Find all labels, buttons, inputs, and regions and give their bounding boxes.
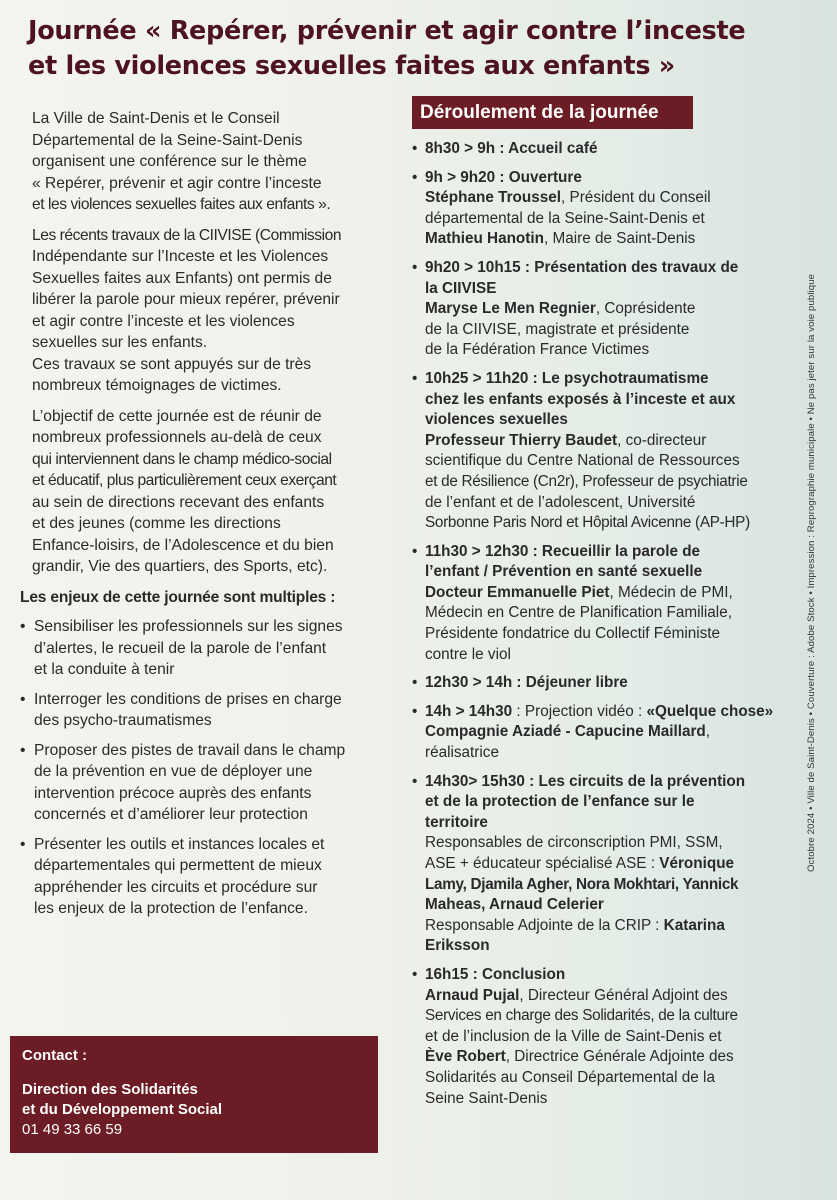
intro-paragraph-2: Les récents travaux de la CIIVISE (Commission Indépendante sur l’Inceste et les Violences Sexuelles faites aux Enfants) ont permis de libérer la parole pour mieux repérer, prévenir et agir contre l’inceste et les violences sexuelles sur les enfants. Ces travaux se sont appuyés sur de très nombreux témoignages de victimes.: [32, 226, 342, 394]
program-heading: Déroulement de la journée: [412, 96, 693, 129]
schedule-item: • 14h30> 15h30 : Les circuits de la prévention et de la protection de l’enfance sur le territoire Responsables de circonscription PMI, SSM, ASE + éducateur spécialisé ASE : Véronique Lamy, Djamila Agher, Nora Mokhtari, Yannick Maheas, Arnaud Celerier Responsable Adjointe de la CRIP : Katarina Eriksson: [410, 772, 800, 957]
contact-box: [10, 1036, 378, 1153]
contact-department-line-2: et du Développement Social: [22, 1101, 223, 1118]
issues-heading: Les enjeux de cette journée sont multiples :: [20, 588, 336, 606]
contact-phone: 01 49 33 66 59: [22, 1121, 123, 1138]
program-schedule: [410, 139, 800, 1117]
contact-title: Contact :: [22, 1047, 87, 1064]
schedule-item: • 12h30 > 14h : Déjeuner libre: [410, 673, 800, 694]
title-line-2: et les violences sexuelles faites aux enfants »: [28, 51, 675, 81]
schedule-item: • 14h > 14h30 : Projection vidéo : «Quelque chose» Compagnie Aziadé - Capucine Maillard, réalisatrice: [410, 702, 800, 764]
issue-item: • Interroger les conditions de prises en charge des psycho-traumatismes: [20, 689, 395, 732]
contact-department-line-1: Direction des Solidarités: [22, 1081, 198, 1098]
intro-paragraph-1: La Ville de Saint-Denis et le Conseil Départemental de la Seine-Saint-Denis organisent une conférence sur le thème « Repérer, prévenir et agir contre l’inceste et les violences sexuelles faites aux enfants ».: [32, 110, 331, 213]
issue-item: • Présenter les outils et instances locales et départementales qui permettent de mieux appréhender les circuits et procédure sur les enjeux de la protection de l’enfance.: [20, 834, 395, 920]
schedule-item: • 10h25 > 11h20 : Le psychotraumatisme chez les enfants exposés à l’inceste et aux violences sexuelles Professeur Thierry Baudet, co-directeur scientifique du Centre National de Ressources et de Résilience (Cn2r), Professeur de psychiatrie de l’enfant et de l’adolescent, Université Sorbonne Paris Nord et Hôpital Avicenne (AP-HP): [410, 369, 800, 534]
schedule-item: • 8h30 > 9h : Accueil café: [410, 139, 800, 160]
issues-list: [20, 616, 395, 920]
intro-paragraph-3: L’objectif de cette journée est de réunir de nombreux professionnels au-delà de ceux qui interviennent dans le champ médico-social et éducatif, plus particulièrement ceux exerçant au sein de directions recevant des enfants et des jeunes (comme les directions Enfance-loisirs, de l’Adolescence et du bien grandir, Vie des quartiers, des Sports, etc).: [32, 407, 337, 575]
title-line-1: Journée « Repérer, prévenir et agir contre l’inceste: [28, 16, 746, 46]
page-title: [28, 14, 818, 84]
print-credits: Octobre 2024 • Ville de Saint-Denis • Couverture : Adobe Stock • Impression : Reprographie municipale • Ne pas jeter sur la voie publique: [806, 273, 817, 872]
issue-item: • Proposer des pistes de travail dans le champ de la prévention en vue de déployer une intervention précoce auprès des enfants concernés et d’améliorer leur protection: [20, 740, 395, 826]
schedule-item: • 11h30 > 12h30 : Recueillir la parole de l’enfant / Prévention en santé sexuelle Docteur Emmanuelle Piet, Médecin de PMI, Médecin en Centre de Planification Familiale, Présidente fondatrice du Collectif Féministe contre le viol: [410, 542, 800, 666]
issue-item: • Sensibiliser les professionnels sur les signes d’alertes, le recueil de la parole de l’enfant et la conduite à tenir: [20, 616, 395, 681]
schedule-item: • 9h > 9h20 : Ouverture Stéphane Troussel, Président du Conseil départemental de la Seine-Saint-Denis et Mathieu Hanotin, Maire de Saint-Denis: [410, 168, 800, 250]
left-column: [20, 108, 395, 928]
schedule-item: • 9h20 > 10h15 : Présentation des travaux de la CIIVISE Maryse Le Men Regnier, Coprésidente de la CIIVISE, magistrate et présidente de la Fédération France Victimes: [410, 258, 800, 361]
schedule-item: • 16h15 : Conclusion Arnaud Pujal, Directeur Général Adjoint des Services en charge des Solidarités, de la culture et de l’inclusion de la Ville de Saint-Denis et Ève Robert, Directrice Générale Adjointe des Solidarités au Conseil Départemental de la Seine Saint-Denis: [410, 965, 800, 1109]
